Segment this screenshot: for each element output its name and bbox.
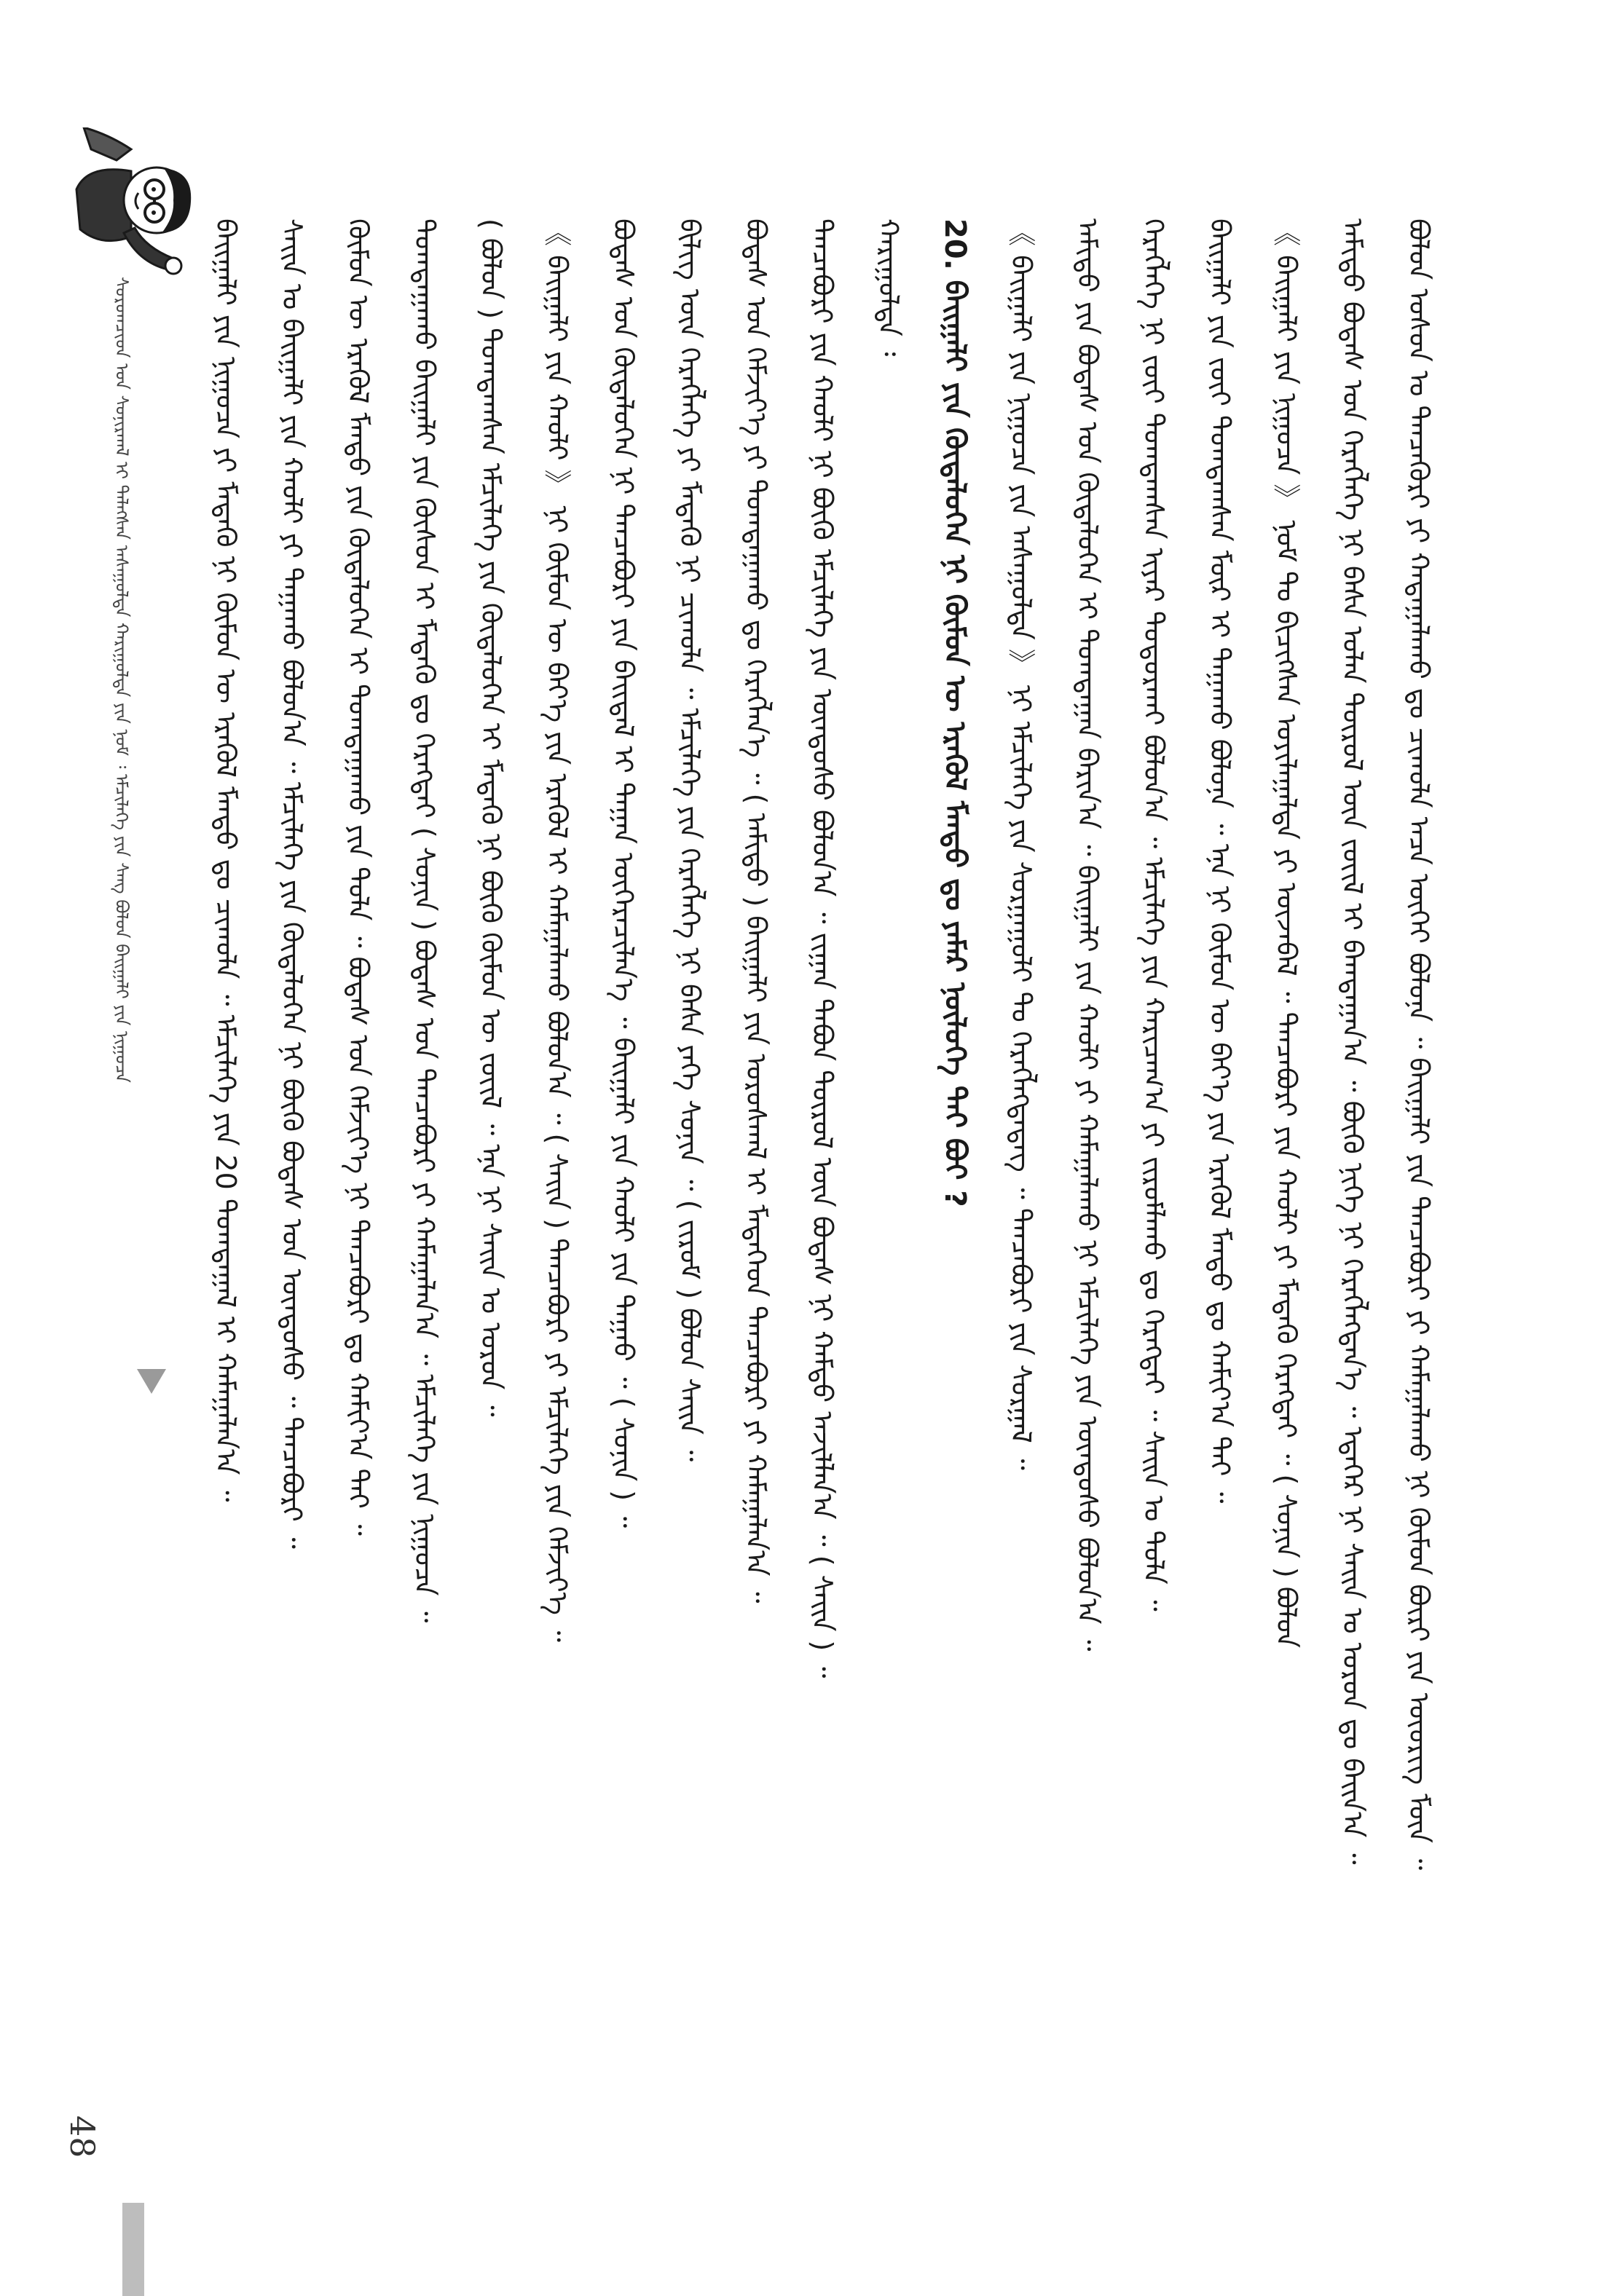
body-column: ᠬᠡᠷᠡᠭᠯᠡᠭᠡ ᠨᠢ ᠵᠦᠢ ᠲᠣᠭᠲᠠᠭᠰᠠᠨ ᠢᠶᠡᠷ ᠲᠣᠳᠣᠷᠬᠠᠢ ᠪᠣᠯᠤᠨ᠎ᠠ ᠃ ᠡᠮᠴᠢᠯᠡᠭᠡ ᠶᠢᠨ ᠬᠠᠷᠢᠴᠠᠭ᠎ᠠ ᠶᠢ ᠵᠢᠷᠤᠮᠯᠠᠬᠤ ᠳᠤ ᠬᠡᠷᠡᠭᠲᠡᠢ ᠃ ᠰᠠᠢᠨ ᠤ ᠲᠤᠯᠠ ᠃ <box>1138 218 1170 1611</box>
body-column: 《 ᠪᠠᠢᠭᠠᠯᠢ ᠶᠢᠨ ᠨᠢᠭᠤᠴᠠ 》 ᠨᠣᠮ ᠲᠤ ᠪᠢᠴᠢᠭᠰᠡᠨ ᠣᠶᠢᠯᠠᠭᠠᠯᠲᠠ ᠶᠢ ᠦᠵᠡᠪᠡᠯ ᠃ ᠲᠡᠨᠴᠡᠪᠦᠷᠢ ᠶᠢᠨ ᠬᠠᠤᠯᠢ ᠶᠢ ᠮᠡᠳᠡᠬᠦ ᠬᠡᠷᠡᠭᠲᠡᠢ ᠃ ( ᠰᠣᠨᠢᠨ ) ᠪᠣᠯᠤᠨ <box>1270 218 1302 1648</box>
body-column: 《 ᠪᠠᠢᠭᠠᠯᠢ ᠶᠢᠨ ᠨᠢᠭᠤᠴᠠ ᠶᠢᠨ ᠠᠰᠠᠭᠤᠯᠲᠠ 》 ᠨᠢ ᠡᠮᠴᠢᠯᠡᠭᠡ ᠶᠢᠨ ᠰᠤᠷᠭᠠᠭᠤᠯᠢ ᠲᠤ ᠬᠡᠷᠡᠭᠯᠡᠭᠳᠡᠳᠡᠭ ᠃ ᠲᠡᠨᠴᠡᠪᠦᠷᠢ ᠶᠢᠨ ᠰᠤᠷᠭᠠᠯ ᠃ <box>1005 218 1037 1470</box>
question-heading: 20. ᠪᠠᠢᠭᠠᠯᠢ ᠶᠢᠨ ᠬᠦᠳᠡᠯᠦᠭᠡᠨ ᠨᠢ ᠬᠦᠮᠦᠨ ᠦ ᠡᠷᠡᠭᠦᠯ ᠮᠡᠨᠳᠦ ᠳᠤ ᠶᠠᠮᠠᠷ ᠨᠥᠯᠦᠭᠡ ᠲᠠᠢ ᠪᠤᠢ ? <box>938 218 972 1207</box>
boy-with-glasses-and-scarf-icon <box>58 127 226 280</box>
body-column: ᠪᠢᠯᠢᠭ ᠦᠨ ᠬᠡᠷᠡᠭᠯᠡᠭᠡ ᠶᠢ ᠮᠡᠳᠡᠬᠦ ᠨᠢ ᠴᠢᠬᠤᠯᠠ ᠃ ᠡᠮᠴᠢᠯᠡᠭᠡ ᠶᠢᠨ ᠬᠡᠷᠡᠭᠯᠡᠭᠡ ᠨᠢ ᠪᠠᠰᠠ ᠶᠡᠬᠡ ᠰᠣᠨᠢᠨ ᠃ ( ᠵᠢᠷᠤᠮ ) ᠪᠣᠯᠤᠨ ᠰᠠᠢᠨ ᠃ <box>674 218 706 1462</box>
header-arrow-icon <box>137 1369 166 1394</box>
body-column: ᠠᠮᠢᠳᠤ ᠪᠣᠳᠠᠰ ᠤᠨ ᠬᠡᠷᠡᠭᠯᠡᠭᠡ ᠨᠢ ᠪᠠᠰᠠ ᠣᠯᠠᠨ ᠲᠦᠷᠦᠯ ᠦᠨ ᠵᠦᠢᠯ ᠢ ᠪᠠᠭᠲᠠᠭᠠᠨ᠎ᠠ ᠃ ᠪᠦᠬᠦ ᠨᠢᠭᠡ ᠨᠢ ᠬᠡᠷᠡᠭᠯᠡᠭᠳᠡᠨ᠎ᠡ ᠃ ᠡᠳᠡᠭᠡᠷ ᠨᠢ ᠰᠠᠢᠨ ᠤ ᠣᠷᠣᠨ ᠳᠤ ᠪᠠᠢᠨ᠎ᠠ ᠃ <box>1337 218 1369 1865</box>
page-number: 48 <box>63 2115 102 2158</box>
body-column: ᠪᠣᠳᠠᠰ ᠤᠨ ᠬᠦᠳᠡᠯᠦᠭᠡᠨ ᠨᠢ ᠲᠡᠨᠴᠡᠪᠦᠷᠢ ᠶᠢᠨ ᠪᠠᠢᠳᠠᠯ ᠢ ᠳᠠᠭᠠᠨ ᠥᠭᠡᠷᠡᠴᠢᠯᠡᠨ᠎ᠡ ᠃ ᠪᠠᠢᠭᠠᠯᠢ ᠶᠢᠨ ᠬᠠᠤᠯᠢ ᠶᠢᠨ ᠳᠠᠭᠠᠤ ᠃ ( ᠰᠣᠨᠢᠨ ) ᠃ <box>607 218 640 1528</box>
body-column: ᠲᠣᠭᠲᠠᠭᠠᠬᠤ ᠪᠠᠢᠭᠠᠯᠢ ᠶᠢᠨ ᠬᠦᠰᠦᠨ ᠢ ᠮᠡᠳᠡᠬᠦ ᠳᠤ ᠬᠡᠷᠡᠭᠲᠡᠢ ( ᠰᠣᠨᠢᠨ ) ᠪᠣᠳᠠᠰ ᠤᠨ ᠲᠡᠨᠴᠡᠪᠦᠷᠢ ᠶᠢ ᠬᠠᠮᠠᠭᠠᠯᠠᠨ᠎ᠠ ᠃ ᠡᠮᠴᠢᠯᠡᠭᠡ ᠶᠢᠨ ᠨᠢᠭᠤᠴᠠ ᠃ <box>409 218 441 1623</box>
body-column: ᠬᠦᠮᠦᠨ ᠦ ᠡᠷᠡᠭᠦᠯ ᠮᠡᠨᠳᠦ ᠶᠢᠨ ᠬᠦᠳᠡᠯᠦᠭᠡᠨ ᠢ ᠲᠣᠭᠲᠠᠭᠠᠬᠤ ᠶᠢᠨ ᠲᠤᠯᠠ ᠃ ᠪᠣᠳᠠᠰ ᠤᠨ ᠬᠡᠮᠵᠢᠶ᠎ᠡ ᠨᠢ ᠲᠡᠨᠴᠡᠪᠦᠷᠢ ᠳᠤ ᠬᠠᠮᠢᠶ᠎ᠠ ᠲᠠᠢ ᠃ <box>342 218 374 1536</box>
body-column: ᠬᠠᠷᠢᠭᠤᠯᠲᠠ ᠄ <box>873 218 905 357</box>
body-column: ᠠᠮᠢᠳᠤ ᠶᠢᠨ ᠪᠣᠳᠠᠰ ᠤᠨ ᠬᠦᠳᠡᠯᠦᠭᠡᠨ ᠢ ᠲᠣᠭᠲᠠᠭᠠᠨ ᠪᠠᠷᠢᠨ᠎ᠠ ᠃ ᠪᠠᠢᠭᠠᠯᠢ ᠶᠢᠨ ᠬᠠᠤᠯᠢ ᠶᠢ ᠬᠠᠮᠠᠭᠠᠯᠠᠬᠤ ᠨᠢ ᠡᠮᠴᠢᠯᠡᠭᠡ ᠶᠢᠨ ᠦᠨᠳᠦᠰᠦ ᠪᠣᠯᠤᠨ᠎ᠠ ᠃ <box>1071 218 1103 1652</box>
body-column: 《 ᠪᠠᠢᠭᠠᠯᠢ ᠶᠢᠨ ᠬᠠᠤᠯᠢ 》 ᠨᠢ ᠬᠦᠮᠦᠨ ᠦ ᠪᠡᠶ᠎ᠡ ᠶᠢᠨ ᠡᠷᠡᠭᠦᠯ ᠢ ᠬᠠᠮᠠᠭᠠᠯᠠᠬᠤ ᠪᠣᠯᠤᠨ᠎ᠠ ᠃ ( ᠰᠠᠢᠨ ) ᠲᠡᠨᠴᠡᠪᠦᠷᠢ ᠶᠢ ᠡᠮᠴᠢᠯᠡᠭᠡ ᠶᠢᠨ ᠬᠡᠮᠵᠢᠶ᠎ᠡ ᠃ <box>541 218 573 1643</box>
body-column: ᠪᠠᠢᠭᠠᠯᠢ ᠶᠢᠨ ᠨᠢᠭᠤᠴᠠ ᠶᠢ ᠮᠡᠳᠡᠬᠦ ᠨᠢ ᠬᠦᠮᠦᠨ ᠦ ᠡᠷᠡᠭᠦᠯ ᠮᠡᠨᠳᠦ ᠳᠤ ᠴᠢᠬᠤᠯᠠ ᠃ ᠡᠮᠴᠢᠯᠡᠭᠡ ᠶᠢᠨ 20 ᠲᠣᠭᠲᠠᠭᠠᠯ ᠢ ᠬᠠᠮᠠᠭᠠᠯᠠᠨ᠎ᠠ ᠃ <box>210 218 242 1502</box>
body-column: ᠪᠠᠢᠭᠠᠯᠢ ᠶᠢᠨ ᠵᠦᠢ ᠲᠣᠭᠲᠠᠭᠰᠠᠨ ᠮᠥᠷ ᠢ ᠳᠠᠭᠠᠬᠤ ᠪᠣᠯᠤᠨᠠ ᠃ ᠡᠨᠡ ᠨᠢ ᠬᠦᠮᠦᠨ ᠦ ᠪᠡᠶ᠎ᠡ ᠶᠢᠨ ᠡᠷᠡᠭᠦᠯ ᠮᠡᠨᠳᠦ ᠳᠤ ᠬᠠᠮᠢᠶ᠎ᠠ ᠲᠠᠢ ᠃ <box>1204 218 1236 1504</box>
running-header: ᠰᠤᠷᠤᠭᠴᠢᠳ ᠤᠨ ᠰᠣᠨᠢᠷᠬᠠᠯ ᠢ ᠲᠡᠯᠡᠭᠰᠡᠨ ᠠᠰᠠᠭᠤᠯᠲᠠ ᠬᠠᠷᠢᠭᠤᠯᠲᠠ ᠶᠢᠨ ᠨᠣᠮ ᠄ ᠡᠮᠴᠢᠯᠡᠭᠡ ᠶᠢᠨ ᠰᠠᠩ ᠪᠣᠯᠤᠨ ᠪᠠᠢᠭᠠᠯᠢ ᠶᠢᠨ ᠨᠢᠭᠤᠴᠠ <box>111 277 132 1083</box>
body-column: ᠰᠠᠢᠨ ᠤ ᠪᠠᠢᠭᠠᠯᠢ ᠶᠢᠨ ᠬᠠᠤᠯᠢ ᠶᠢ ᠳᠠᠭᠠᠬᠤ ᠪᠣᠯᠤᠨ᠎ᠠ ᠃ ᠡᠮᠴᠢᠯᠡᠭᠡ ᠶᠢᠨ ᠬᠦᠳᠡᠯᠦᠭᠡᠨ ᠨᠢ ᠪᠦᠬᠦ ᠪᠣᠳᠠᠰ ᠤᠨ ᠦᠨᠳᠦᠰᠦ ᠃ ᠲᠡᠨᠴᠡᠪᠦᠷᠢ ᠃ <box>276 218 308 1549</box>
body-column: ᠲᠡᠨᠴᠡᠪᠦᠷᠢ ᠶᠢᠨ ᠬᠠᠤᠯᠢ ᠨᠢ ᠪᠦᠬᠦ ᠡᠮᠴᠢᠯᠡᠭᠡ ᠶᠢᠨ ᠦᠨᠳᠦᠰᠦ ᠪᠣᠯᠤᠨ᠎ᠠ ᠃ ᠵᠢᠭᠠᠨ ᠲᠠᠪᠤᠨ ᠲᠦᠷᠦᠯ ᠦᠨ ᠪᠣᠳᠠᠰ ᠨᠢ ᠬᠠᠮᠲᠤ ᠠᠵᠢᠯᠯᠠᠨ᠎ᠠ ᠃ ( ᠰᠠᠢᠨ ) ᠃ <box>806 218 838 1678</box>
page-edge-bar <box>122 2203 144 2296</box>
body-column: ( ᠪᠣᠯᠤᠨ ) ᠲᠣᠭᠲᠠᠭᠰᠠᠨ ᠡᠮᠴᠢᠯᠡᠭᠡ ᠶᠢᠨ ᠬᠦᠳᠡᠯᠦᠭᠡᠨ ᠢ ᠮᠡᠳᠡᠬᠦ ᠨᠢ ᠪᠦᠬᠦ ᠬᠦᠮᠦᠨ ᠦ ᠵᠦᠢᠯ ᠃ ᠡᠨᠡ ᠨᠢ ᠰᠠᠢᠨ ᠤ ᠣᠷᠣᠨ ᠃ <box>475 218 507 1417</box>
body-column: ᠪᠣᠯᠤᠨ ᠤᠰᠤᠨ ᠤ ᠲᠡᠨᠴᠡᠭᠦᠷᠢ ᠶᠢ ᠬᠠᠳᠠᠭᠠᠯᠠᠬᠤ ᠳᠤ ᠴᠢᠬᠤᠯᠠ ᠠᠴᠠ ᠦᠭᠡᠢ ᠪᠣᠯᠤᠨᠠ ᠃ ᠪᠠᠢᠭᠠᠯᠢ ᠶᠢᠨ ᠲᠡᠨᠴᠡᠪᠦᠷᠢ ᠶᠢ ᠬᠠᠮᠠᠭᠠᠯᠠᠬᠤ ᠨᠢ ᠬᠦᠮᠦᠨ ᠪᠦᠷᠢ ᠶᠢᠨ ᠦᠦᠷᠢᠭ ᠮᠥᠨ ᠃ <box>1403 218 1435 1871</box>
body-column: ᠪᠣᠳᠠᠰ ᠤᠨ ᠬᠡᠮᠵᠢᠶ᠎ᠡ ᠶᠢ ᠲᠣᠭᠲᠠᠭᠠᠬᠤ ᠳᠤ ᠬᠡᠷᠡᠭᠯᠡᠨ᠎ᠡ ᠃ ( ᠠᠮᠢᠳᠤ ) ᠪᠠᠢᠭᠠᠯᠢ ᠶᠢᠨ ᠤᠷᠤᠰᠬᠠᠯ ᠢ ᠮᠡᠳᠡᠭᠡᠳ ᠲᠡᠨᠴᠡᠪᠦᠷᠢ ᠶᠢ ᠬᠠᠮᠠᠭᠠᠯᠠᠨ᠎ᠠ ᠃ <box>740 218 772 1603</box>
